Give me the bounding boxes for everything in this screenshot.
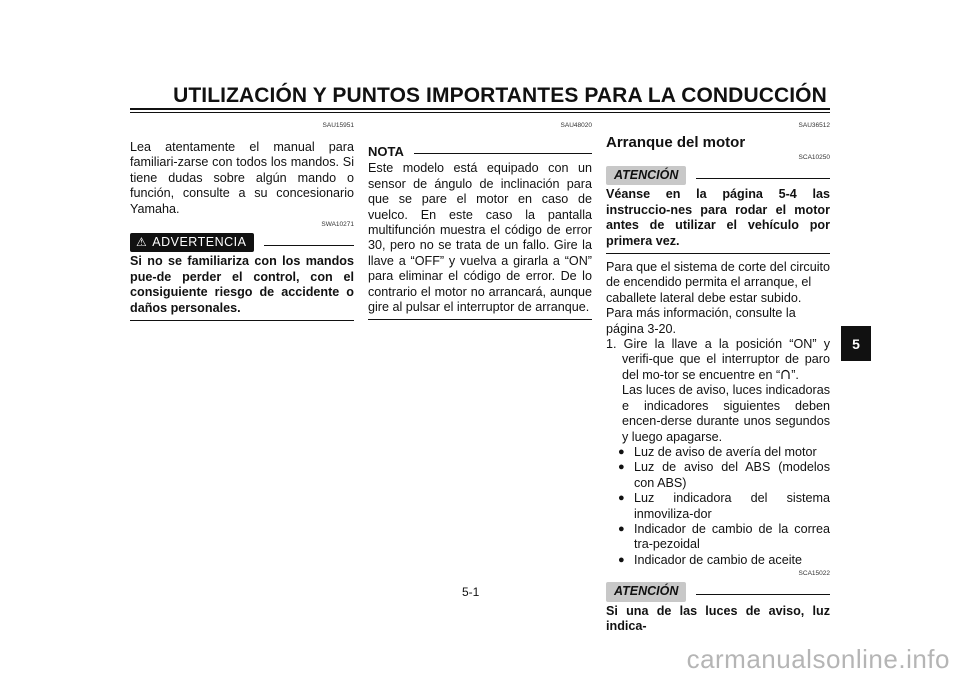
warning-label: ADVERTENCIA bbox=[152, 235, 247, 250]
nota-end-rule bbox=[368, 319, 592, 320]
intro-paragraph: Lea atentamente el manual para familiari-zarse con todos los mandos. Si tiene dudas sobre algún mando o función, consulte a su concesionario Yamaha. bbox=[130, 140, 354, 216]
section-title: Arranque del motor bbox=[606, 134, 746, 151]
atencion-code: SCA10250 bbox=[798, 154, 830, 161]
bullet-icon: ● bbox=[618, 522, 625, 535]
atencion-label: ATENCIÓN bbox=[606, 166, 686, 185]
atencion-header bbox=[606, 166, 830, 185]
header-rule-thin bbox=[130, 112, 830, 113]
page-header-title: UTILIZACIÓN Y PUNTOS IMPORTANTES PARA LA CONDUCCIÓN bbox=[173, 84, 827, 107]
section-code: SAU48020 bbox=[560, 122, 592, 129]
bullet-icon: ● bbox=[618, 553, 625, 566]
list-item-text: Indicador de cambio de la correa tra-pezoidal bbox=[634, 521, 830, 552]
list-item bbox=[606, 553, 830, 568]
step-1 bbox=[606, 337, 830, 383]
step-1-end: ”. bbox=[791, 367, 799, 382]
list-item bbox=[606, 460, 830, 491]
warning-header bbox=[130, 233, 354, 252]
atencion-text-2: Si una de las luces de aviso, luz indica- bbox=[606, 603, 830, 633]
watermark: carmanualsonline.info bbox=[686, 644, 950, 674]
atencion-header-rule bbox=[696, 178, 830, 179]
list-item-text: Luz indicadora del sistema inmoviliza-dor bbox=[634, 491, 830, 521]
list-item-text: Luz de aviso de avería del motor bbox=[634, 444, 817, 459]
atencion-code-2: SCA15022 bbox=[798, 570, 830, 578]
page-number: 5-1 bbox=[462, 585, 480, 599]
list-item-text: Luz de aviso del ABS (modelos con ABS) bbox=[634, 460, 830, 490]
atencion-end-rule bbox=[606, 253, 830, 254]
atencion-text: Véanse en la página 5-4 las instruccio-nes para rodar el motor antes de utilizar el vehículo por primera vez. bbox=[606, 187, 830, 248]
bullet-icon: ● bbox=[618, 461, 625, 474]
atencion-header-2 bbox=[606, 582, 830, 601]
paragraph-sidestand: Para que el sistema de corte del circuito de encendido permita el arranque, el caballete lateral debe estar subido. bbox=[606, 260, 831, 305]
warning-triangle-icon: ⚠ bbox=[136, 235, 148, 250]
header-rule bbox=[130, 108, 830, 110]
nota-header-rule bbox=[414, 153, 592, 154]
engine-stop-switch-icon bbox=[780, 369, 791, 380]
step-1-sub: Las luces de aviso, luces indicadoras e indicadores siguientes deben encen-derse durante unos segundos y luego apagarse. bbox=[622, 383, 830, 444]
list-item bbox=[606, 445, 830, 460]
atencion-header-rule-2 bbox=[696, 594, 830, 595]
column-3 bbox=[606, 122, 830, 634]
nota-label: NOTA bbox=[368, 144, 404, 159]
warning-header-rule bbox=[264, 245, 354, 246]
step-1-text: 1. Gire la llave a la posición “ON” y verifi-que que el interruptor de paro del mo-tor se encuentre en “ bbox=[606, 337, 830, 382]
section-code: SAU15951 bbox=[322, 122, 354, 129]
list-item-text: Indicador de cambio de aceite bbox=[634, 552, 803, 567]
section-code: SAU36512 bbox=[798, 122, 830, 129]
warning-text: Si no se familiariza con los mandos pue-de perder el control, con el consiguiente riesgo de accidente o daños personales. bbox=[130, 254, 354, 315]
column-1 bbox=[130, 122, 354, 327]
nota-header bbox=[368, 144, 592, 159]
column-2 bbox=[368, 122, 592, 326]
warning-code: SWA10271 bbox=[321, 221, 354, 229]
paragraph-more-info: Para más información, consulte la página 3-20. bbox=[606, 306, 796, 336]
list-item bbox=[606, 491, 830, 522]
nota-text: Este modelo está equipado con un sensor de ángulo de inclinación para que se pare el motor en caso de vuelco. En este caso la pantalla multifunción muestra el código de error 30, pero no se trata de un fallo. Gire la llave a “OFF” y vuelva a girarla a “ON” para eliminar el código de error. De lo contrario el motor no arrancará, aunque gire al pulsar el interruptor de arranque. bbox=[368, 161, 592, 315]
warning-end-rule bbox=[130, 320, 354, 321]
atencion-label-2: ATENCIÓN bbox=[606, 582, 686, 601]
bullet-icon: ● bbox=[618, 492, 625, 505]
chapter-tab: 5 bbox=[841, 326, 871, 361]
list-item bbox=[606, 522, 830, 553]
bullet-icon: ● bbox=[618, 445, 625, 458]
warning-badge bbox=[130, 233, 254, 252]
